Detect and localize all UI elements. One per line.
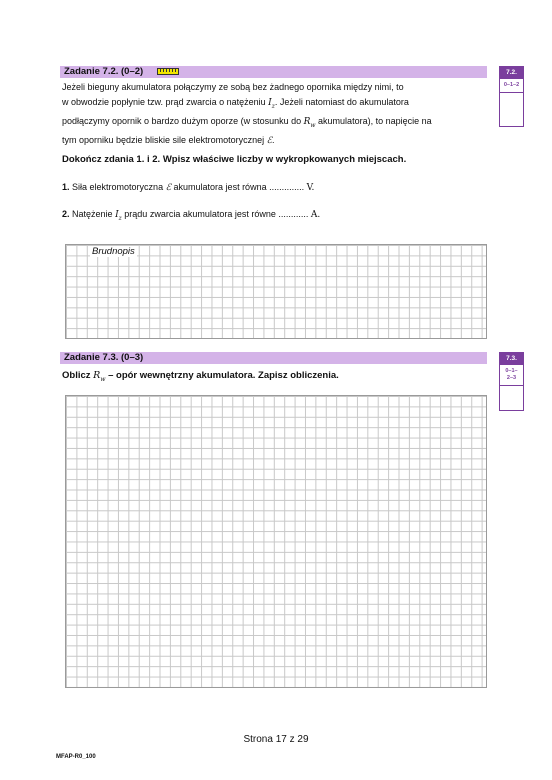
score-box-7-3: [499, 352, 524, 411]
ruler-icon: [157, 68, 179, 75]
page-number: Strona 17 z 29: [243, 734, 309, 745]
symbol-rw: $R_w$: [303, 116, 316, 129]
task-7-2-instruction: Dokończ zdania 1. i 2. Wpisz właściwe liczby w wykropkowanych miejscach.: [62, 154, 407, 165]
item-2: 2. Natężenie $I_z$ prądu zwarcia akumulatora jest równe ............ A.: [62, 209, 321, 222]
exam-code: MFAP-R0_100: [56, 754, 96, 760]
scratch-grid[interactable]: [65, 244, 487, 339]
intro-line-2: w obwodzie popłynie tzw. prąd zwarcia o natężeniu $I_z$. Jeżeli natomiast do akumulatora: [62, 97, 409, 110]
task-7-3-title: Zadanie 7.3. (0–3): [64, 352, 144, 363]
intro-line-1: Jeżeli bieguny akumulatora połączymy ze sobą bez żadnego opornika między nimi, to: [62, 82, 404, 92]
item-1: 1. Siła elektromotoryczna ℰ akumulatora jest równa .............. V.: [62, 182, 315, 193]
symbol-iz: $I_z$: [268, 98, 275, 110]
score-box-label: 7.3.: [500, 353, 523, 365]
score-box-7-2: [499, 66, 524, 127]
intro-line-4: tym oporniku będzie bliskie sile elektromotorycznej ℰ.: [62, 134, 275, 146]
answer-grid[interactable]: [65, 395, 487, 688]
intro-line-3: podłączymy opornik o bardzo dużym oporze (w stosunku do $R_w$ akumulatora), to napięcie na: [62, 115, 432, 129]
score-box-points: 0–1– 2–3: [500, 365, 523, 386]
score-box-points: 0–1–2: [500, 79, 523, 93]
answer-blank-2[interactable]: ............: [278, 209, 309, 219]
score-box-label: 7.2.: [500, 67, 523, 79]
task-7-2-intro: [62, 80, 492, 149]
answer-blank-1[interactable]: ..............: [269, 182, 305, 192]
symbol-emf: ℰ: [266, 135, 273, 146]
scratch-label: Brudnopis: [92, 246, 135, 257]
task-7-3-instruction: Oblicz $R_w$ – opór wewnętrzny akumulatora. Zapisz obliczenia.: [62, 370, 339, 383]
task-7-2-title: Zadanie 7.2. (0–2): [64, 66, 144, 77]
